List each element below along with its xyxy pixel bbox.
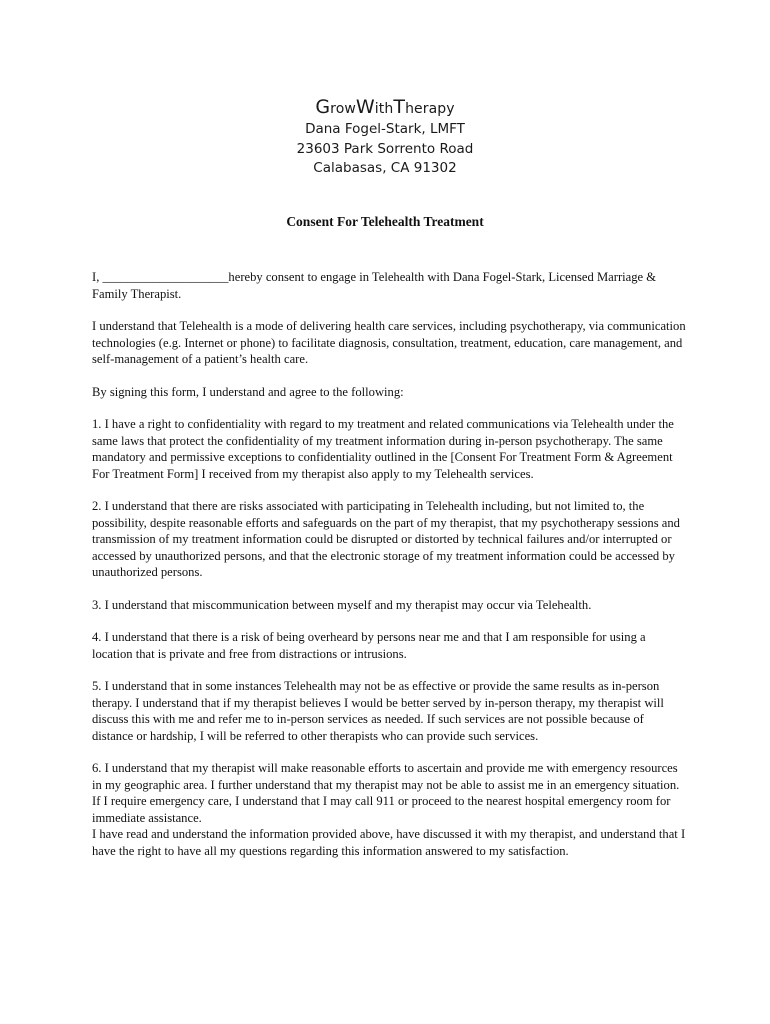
agreement-intro: By signing this form, I understand and agree to the following: xyxy=(92,384,404,399)
practice-name-ith: ith xyxy=(374,101,394,117)
consent-item-4: 4. I understand that there is a risk of being overheard by persons near me and that I am responsible for using a location that is private and free from distractions or intrusions. xyxy=(92,630,646,661)
city-address: Calabasas, CA 91302 xyxy=(313,160,457,176)
practice-name-herapy: herapy xyxy=(405,101,455,117)
practice-name xyxy=(0,96,770,120)
consent-line: I, ____________________hereby consent to engage in Telehealth with Dana Fogel-Stark, Licensed Marriage & Family Therapist. xyxy=(92,270,657,301)
document-title: Consent For Telehealth Treatment xyxy=(286,214,484,229)
consent-item-3: 3. I understand that miscommunication between myself and my therapist may occur via Telehealth. xyxy=(92,597,592,612)
letterhead xyxy=(0,96,770,179)
street-address: 23603 Park Sorrento Road xyxy=(296,140,474,157)
telehealth-definition: I understand that Telehealth is a mode of delivering health care services, including psychotherapy, via communication technologies (e.g. Internet or phone) to facilitate diagnosis, consultation, treatment, education, care management, and self-management of a patient’s health care. xyxy=(92,319,686,366)
therapist-name: Dana Fogel-Stark, LMFT xyxy=(305,121,465,137)
document-body xyxy=(92,269,688,859)
consent-item-2: 2. I understand that there are risks associated with participating in Telehealth including, but not limited to, the possibility, despite reasonable efforts and safeguards on the part of my therapist, that my psychotherapy sessions and transmission of my treatment information could be disrupted or distorted by technical failures and/or interrupted or accessed by unauthorized persons, and that the electronic storage of my treatment information could be accessed by unauthorized persons. xyxy=(92,499,680,579)
practice-name-w: W xyxy=(355,96,375,118)
practice-name-row: row xyxy=(330,101,356,117)
consent-item-6: 6. I understand that my therapist will make reasonable efforts to ascertain and provide me with emergency resources in my geographic area. I further understand that my therapist may not be able to assist me in an emergency situation. If I require emergency care, I understand that I may call 911 or proceed to the nearest hospital emergency room for immediate assistance. xyxy=(92,761,680,825)
practice-name-t: T xyxy=(393,96,406,118)
consent-item-5: 5. I understand that in some instances Telehealth may not be as effective or provide the same results as in-person therapy. I understand that if my therapist believes I would be better served by in-person therapy, my therapist will discuss this with me and refer me to in-person services as needed. If such services are not possible because of distance or hardship, I will be referred to other therapists who can provide such services. xyxy=(92,679,664,743)
practice-name-g: G xyxy=(315,96,331,118)
consent-item-1: 1. I have a right to confidentiality with regard to my treatment and related communications via Telehealth under the same laws that protect the confidentiality of my treatment information during in-person psychotherapy. The same mandatory and permissive exceptions to confidentiality outlined in the [Consent For Treatment Form & Agreement For Treatment Form] I received from my therapist also apply to my Telehealth services. xyxy=(92,417,674,481)
closing-statement: I have read and understand the information provided above, have discussed it with my therapist, and understand that I have the right to have all my questions regarding this information answered to my satisfaction. xyxy=(92,827,686,858)
